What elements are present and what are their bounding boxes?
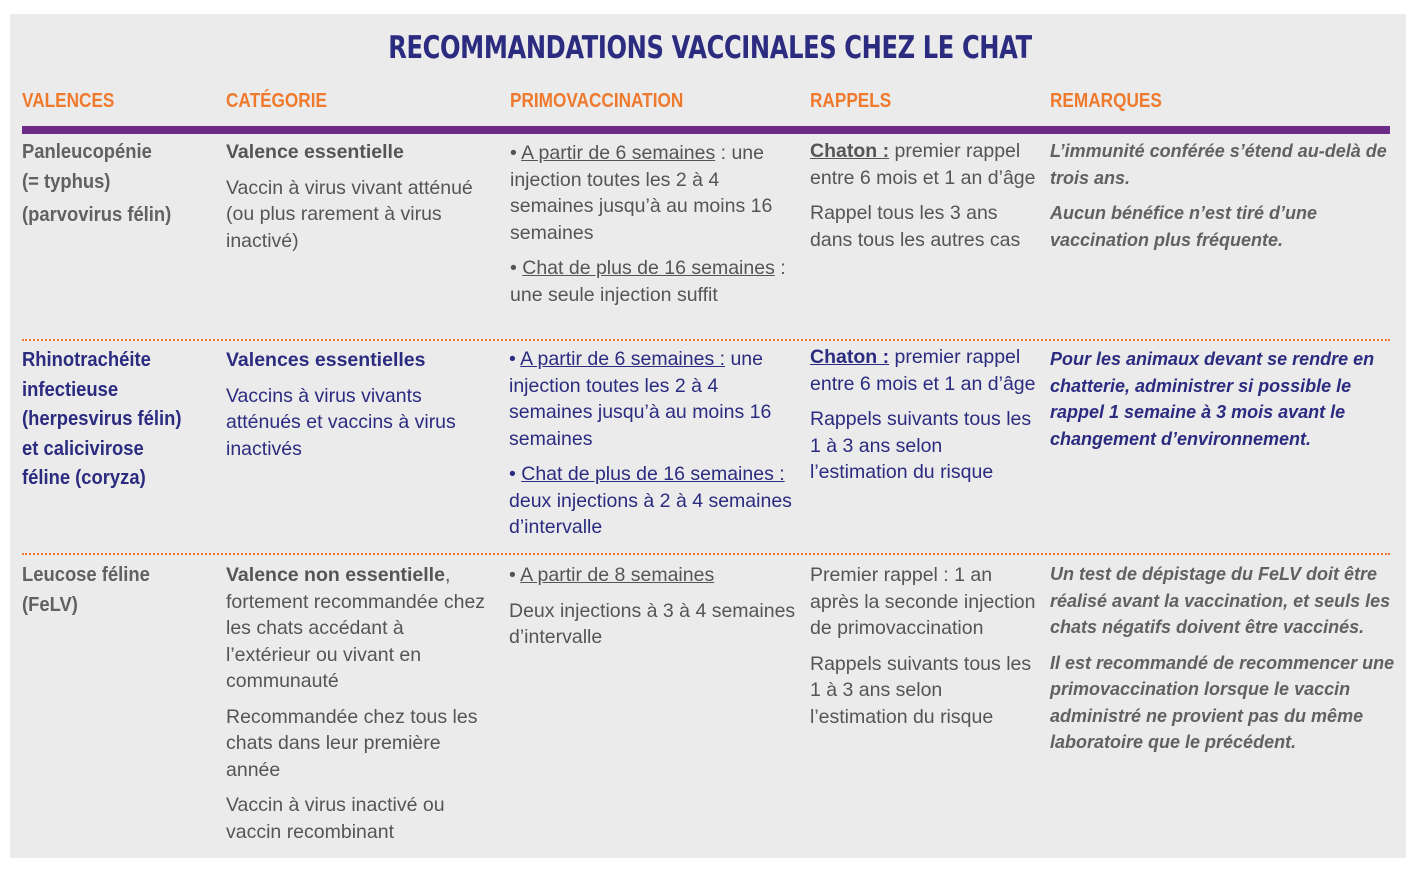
primo-text: : une seule injection suffit [510,257,786,306]
row1-primovaccination [510,140,790,317]
row3-categorie [226,562,488,854]
header-divider [22,126,1390,134]
page-title: RECOMMANDATIONS VACCINALES CHEZ LE CHAT [388,30,1032,66]
categorie-title: Valence essentielle [226,141,404,163]
categorie-title: Valence non essentielle [226,564,445,586]
row3-valence [22,561,206,620]
row-separator [22,553,1390,555]
valence-line: (herpesvirus félin) [22,408,182,430]
valence-line: (FeLV) [22,593,78,616]
categorie-text: , fortement recommandée chez les chats accédant à l’extérieur ou vivant en communauté [226,564,486,692]
valence-line: (= typhus) [22,170,111,193]
valence-line: (parvovirus félin) [22,204,172,226]
row2-categorie [226,347,501,471]
bullet: • [510,142,522,164]
valence-line: et calicivirose [22,437,144,460]
primo-text: deux injections à 2 à 4 semaines d’intervalle [509,489,792,538]
valence-line: Rhinotrachéite [22,349,151,371]
row1-remarques [1050,138,1395,262]
rappel-text: premier rappel entre 6 mois et 1 an d’âge [810,346,1036,395]
remarque-text: Aucun bénéfice n’est tiré d’une vaccination plus fréquente. [1050,203,1318,250]
row2-remarques [1050,346,1395,461]
bullet: • [510,257,523,279]
categorie-text: Vaccin à virus vivant atténué (ou plus rarement à virus inactivé) [226,176,473,252]
rappel-text: Rappels suivants tous les 1 à 3 ans selon l’estimation du risque [810,652,1032,728]
primo-age-label: A partir de 6 semaines : [520,348,726,370]
primo-age-label: Chat de plus de 16 semaines [522,257,775,279]
remarque-text: L’immunité conférée s’étend au-delà de trois ans. [1050,141,1387,188]
primo-text: : une injection toutes les 2 à 4 semaines jusqu’à au moins 16 semaines [510,142,773,244]
row2-primovaccination [509,346,801,550]
primo-age-label: A partir de 6 semaines [521,142,716,164]
categorie-title: Valences essentielles [226,349,426,371]
rappel-label: Chaton : [810,140,890,162]
row1-valence [22,138,206,231]
primo-text: Deux injections à 3 à 4 semaines d’intervalle [509,599,796,648]
remarque-text: Pour les animaux devant se rendre en chatterie, administrer si possible le rappel 1 semaine à 3 mois avant le changement d’environnement. [1050,349,1375,449]
row3-rappels [810,562,1042,739]
categorie-text: Vaccins à virus vivants atténués et vaccins à virus inactivés [226,384,456,460]
valence-line: Panleucopénie [22,141,152,163]
row2-valence [22,346,206,494]
row-separator [22,339,1390,341]
row1-rappels [810,138,1042,262]
row2-rappels [810,344,1042,495]
valence-line: féline (coryza) [22,467,146,489]
row3-remarques [1050,561,1395,765]
valence-line: Leucose féline [22,564,150,586]
row3-primovaccination [509,562,799,660]
primo-age-label: A partir de 8 semaines [520,564,715,586]
rappel-text: Rappel tous les 3 ans dans tous les autres cas [810,202,1021,251]
rappel-label: Chaton : [810,346,890,368]
rappel-text: premier rappel entre 6 mois et 1 an d’âge [810,140,1036,189]
primo-text: une injection toutes les 2 à 4 semaines jusqu’à au moins 16 semaines [509,348,772,450]
rappel-text: Premier rappel : 1 an après la seconde injection de primovaccination [810,564,1036,639]
remarque-text: Il est recommandé de recommencer une primovaccination lorsque le vaccin administré ne provient pas du même laboratoire que le précédent. [1050,652,1395,752]
header-categorie: CATÉGORIE [226,90,327,112]
header-primovaccination: PRIMOVACCINATION [510,90,684,112]
primo-age-label: Chat de plus de 16 semaines : [521,463,785,485]
categorie-text: Vaccin à virus inactivé ou vaccin recombinant [226,794,445,843]
valence-line: infectieuse [22,378,119,401]
bullet: • [509,348,521,370]
bullet: • [509,564,521,586]
rappel-text: Rappels suivants tous les 1 à 3 ans selon l’estimation du risque [810,408,1032,483]
header-remarques: REMARQUES [1050,90,1162,112]
header-rappels: RAPPELS [810,90,892,112]
header-valences: VALENCES [22,90,115,112]
categorie-text: Recommandée chez tous les chats dans leur première année [226,705,478,781]
row1-categorie [226,139,496,263]
remarque-text: Un test de dépistage du FeLV doit être réalisé avant la vaccination, et seuls les chats négatifs doivent être vaccinés. [1050,564,1391,637]
bullet: • [509,463,522,485]
